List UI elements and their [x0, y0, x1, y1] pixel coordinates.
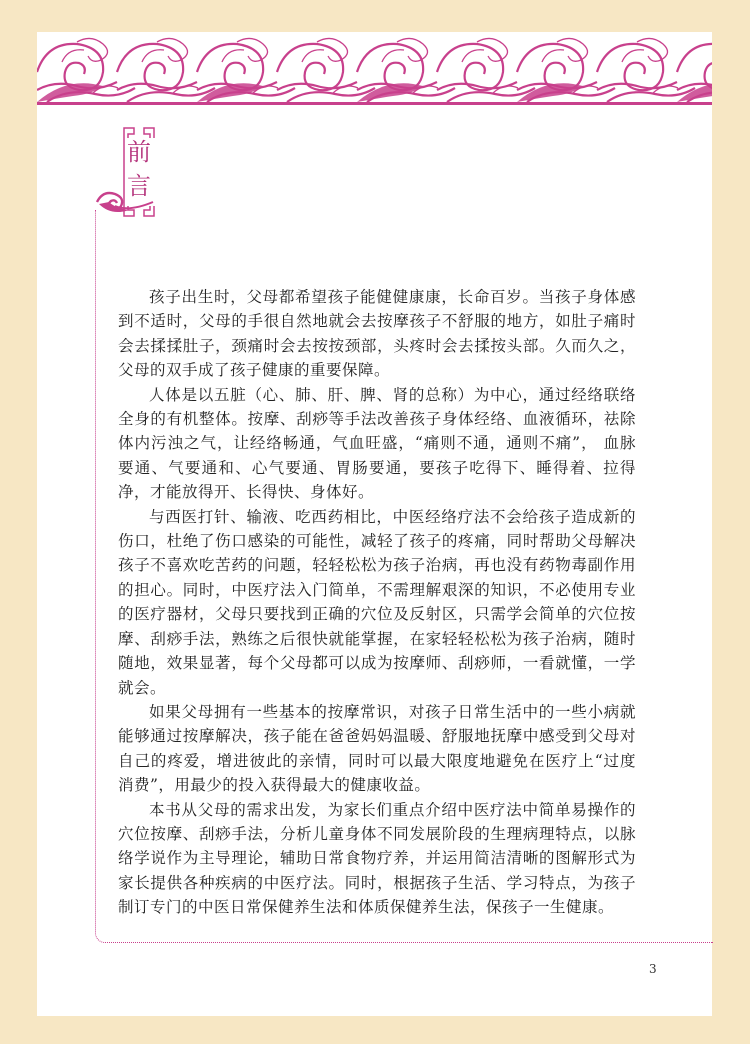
paragraph: 如果父母拥有一些基本的按摩常识，对孩子日常生活中的一些小病就能够通过按摩解决，孩子能在爸爸妈妈温暖、舒服地抚摩中感受到父母对自己的疼爱，增进彼此的亲情，同时可以最大限度地避免在医疗上“过度消费”，用最少的投入获得最大的健康收益。 — [118, 702, 636, 795]
heading-char-1: 前 — [127, 138, 151, 166]
page-number: 3 — [649, 962, 657, 976]
header-rule — [37, 102, 712, 105]
paragraph: 人体是以五脏（心、肺、肝、脾、肾的总称）为中心，通过经络联络全身的有机整体。按摩、刮痧等手法改善孩子身体经络、血液循环，祛除体内污浊之气，让经络畅通，气血旺盛，“痛则不通，通则不痛”， 血脉要通、气要通和、心气要通、胃肠要通，要孩子吃得下、睡得着、拉得净，才能放得开、长得快、身体好。 — [118, 385, 636, 502]
preface-body — [118, 285, 636, 920]
cloud-swirl-ornament — [95, 184, 155, 216]
paragraph: 与西医打针、输液、吃西药相比，中医经络疗法不会给孩子造成新的伤口，杜绝了伤口感染的可能性，减轻了孩子的疼痛，同时帮助父母解决孩子不喜欢吃苦药的问题，轻轻松松为孩子治病，再也没有药物毒副作用的担心。同时，中医疗法入门简单，不需理解艰深的知识，不必使用专业的医疗器材，父母只要找到正确的穴位及反射区，只需学会简单的穴位按摩、刮痧手法，熟练之后很快就能掌握，在家轻轻松松为孩子治病，随时随地，效果显著，每个父母都可以成为按摩师、刮痧师，一看就懂，一学就会。 — [118, 507, 636, 697]
wave-pattern-header — [37, 32, 712, 102]
heading-char-2: 言 — [127, 172, 151, 200]
book-page — [37, 32, 712, 1016]
paragraph: 孩子出生时，父母都希望孩子能健健康康，长命百岁。当孩子身体感到不适时，父母的手很自然地就会去按摩孩子不舒服的地方，如肚子痛时会去揉揉肚子，颈痛时会去按按颈部，头疼时会去揉按头部。久而久之，父母的双手成了孩子健康的重要保障。 — [118, 288, 636, 380]
paragraph: 本书从父母的需求出发，为家长们重点介绍中医疗法中简单易操作的穴位按摩、刮痧手法，分析儿童身体不同发展阶段的生理病理特点，以脉络学说作为主导理论，辅助日常食物疗养，并运用简洁清晰的图解形式为家长提供各种疾病的中医疗法。同时，根据孩子生活、学习特点，为孩子制订专门的中医日常保健养生法和体质保健养生法，保孩子一生健康。 — [118, 800, 636, 917]
